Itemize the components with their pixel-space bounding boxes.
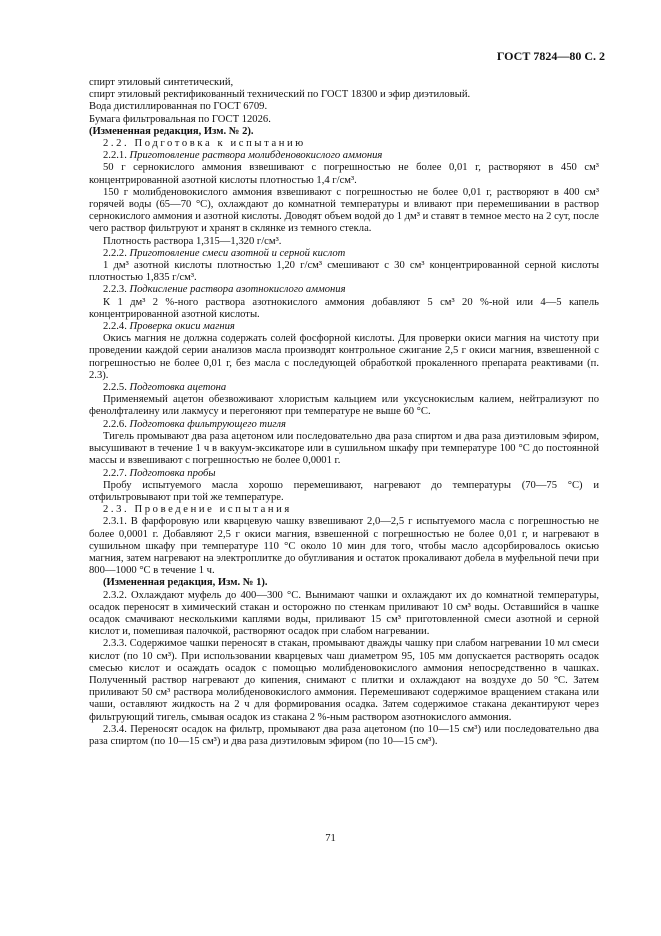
subsection-heading (89, 321, 599, 333)
reagent-line: спирт этиловый ректификованный технический по ГОСТ 18300 и эфир диэтиловый. (89, 89, 471, 101)
section-heading: 2.2. Подготовка к испытанию (103, 138, 306, 150)
subsection-number: 2.2.5. (103, 382, 127, 394)
subsection-heading (89, 150, 599, 162)
revision-note: (Измененная редакция, Изм. № 2). (89, 125, 254, 137)
revision-note: (Измененная редакция, Изм. № 1). (103, 577, 268, 589)
reagent-line: Вода дистиллированная по ГОСТ 6709. (89, 101, 268, 113)
paragraph: Окись магния не должна содержать солей фосфорной кислоты. Для проверки окиси магния на чистоту при проведении каждой серии анализов масла производят контрольное сжигание 2,5 г окиси магния, взвешенной с погрешностью не более 0,01 г, без масла с последующей обработкой прокаленного препарата реактивами (п. 2.3). (89, 333, 599, 381)
subsection-heading (89, 248, 599, 260)
paragraph: Пробу испытуемого масла хорошо перемешивают, нагревают до температуры (70—75 °С) и отфильтровывают при той же температуре. (89, 479, 599, 503)
subsection-title: Подготовка пробы (129, 467, 216, 479)
subsection-heading (89, 468, 599, 480)
page-number: 71 (325, 833, 336, 844)
subsection-number: 2.2.7. (103, 467, 127, 479)
paragraph: К 1 дм³ 2 %-ного раствора азотнокислого аммония добавляют 5 см³ 20 %-ной или 4—5 капель концентрированной азотной кислоты. (89, 296, 599, 320)
paragraph: Плотность раствора 1,315—1,320 г/см³. (103, 235, 282, 247)
subsection-title: Приготовление смеси азотной и серной кислот (129, 247, 346, 259)
paragraph: 150 г молибденовокислого аммония взвешивают с погрешностью не более 0,01 г, растворяют в 400 см³ горячей воды (65—70 °С), охлаждают до комнатной температуры и вливают при перемешивании в раствор сернокислого аммония и азотной кислоты. Доводят объем водой до 1 дм³ и ставят в темное место на 2 сут, после чего раствор фильтруют и хранят в склянке из темного стекла. (89, 186, 599, 235)
paragraph: 2.3.1. В фарфоровую или кварцевую чашку взвешивают 2,0—2,5 г испытуемого масла с погрешностью не более 0,0001 г. Добавляют 2,5 г окиси магния, взвешенной с погрешностью не более 0,01 г, и нагревают в сушильном шкафу при температуре 110 °С около 10 мин для того, чтобы масло адсорбировалось окисью магния, затем нагревают на электроплитке до обугливания и остаток прокаливают добела в муфельной печи при 800—1000 °С в течение 1 ч. (89, 516, 599, 577)
subsection-heading (89, 419, 599, 431)
subsection-heading (89, 382, 599, 394)
subsection-title: Подкисление раствора азотнокислого аммония (129, 284, 346, 296)
subsection-number: 2.2.4. (103, 321, 127, 333)
subsection-number: 2.2.6. (103, 418, 127, 430)
subsection-number: 2.2.2. (103, 247, 127, 259)
document-body (89, 77, 599, 748)
section-heading: 2.3. Проведение испытания (103, 504, 292, 516)
reagent-line: Бумага фильтровальная по ГОСТ 12026. (89, 113, 271, 125)
reagent-line: спирт этиловый синтетический, (89, 77, 234, 88)
paragraph: 1 дм³ азотной кислоты плотностью 1,20 г/см³ смешивают с 30 см³ концентрированной серной кислоты плотностью 1,835 г/см³. (89, 260, 599, 284)
subsection-heading (89, 284, 599, 296)
subsection-title: Приготовление раствора молибденовокислого аммония (129, 150, 383, 162)
subsection-title: Подготовка ацетона (129, 382, 227, 394)
paragraph: 50 г сернокислого аммония взвешивают с погрешностью не более 0,01 г, растворяют в 450 см³ концентрированной азотной кислоты плотностью 1,4 г/см³. (89, 162, 599, 186)
subsection-number: 2.2.1. (103, 150, 127, 162)
subsection-title: Проверка окиси магния (129, 321, 235, 333)
paragraph: Тигель промывают два раза ацетоном или последовательно два раза спиртом и два раза диэтиловым эфиром, высушивают в течение 1 ч в вакуум-эксикаторе или в сушильном шкафу при температуре 100 °С до постоянной массы и взвешивают с погрешностью не более 0,0001 г. (89, 430, 599, 467)
paragraph: Применяемый ацетон обезвоживают хлористым кальцием или уксуснокислым калием, нейтрализуют по фенолфталеину или лакмусу и перегоняют при температуре не выше 60 °С. (89, 394, 599, 418)
paragraph: 2.3.4. Переносят осадок на фильтр, промывают два раза ацетоном (по 10—15 см³) или последовательно два раза спиртом (по 10—15 см³) и два раза диэтиловым эфиром (по 10—15 см³). (89, 723, 599, 747)
subsection-title: Подготовка фильтрующего тигля (129, 418, 286, 430)
subsection-number: 2.2.3. (103, 284, 127, 296)
page-header: ГОСТ 7824—80 С. 2 (496, 49, 605, 63)
paragraph: 2.3.2. Охлаждают муфель до 400—300 °С. Вынимают чашки и охлаждают их до комнатной температуры, осадок переносят в химический стакан и осторожно по стенкам приливают 10 см³ воды. Оставшийся в чашке осадок смачивают несколькими каплями воды, приливают 15 см³ приготовленной смеси азотной и серной кислот и, помешивая палочкой, растворяют осадок при слабом нагревании. (89, 589, 599, 638)
paragraph: 2.3.3. Содержимое чашки переносят в стакан, промывают дважды чашку при слабом нагревании 10 мл смеси кислот (по 10 см³). При использовании кварцевых чаш диаметром 95, 105 мм допускается растворять осадок смесью кислот и осаждать осадок с помощью молибденовокислого аммония непосредственно в чашках. Полученный раствор нагревают до кипения, снимают с плитки и охлаждают на воздухе до 50 °С. Затем приливают 50 см³ раствора молибденовокислого аммония. Перемешивают содержимое вращением стакана или чаши, оставляют жидкость на 2 ч для формирования осадка. Затем содержимое стакана декантируют через фильтрующий тигель, смывая осадок из стакана 2 %-ным раствором азотнокислого аммония. (89, 638, 599, 723)
